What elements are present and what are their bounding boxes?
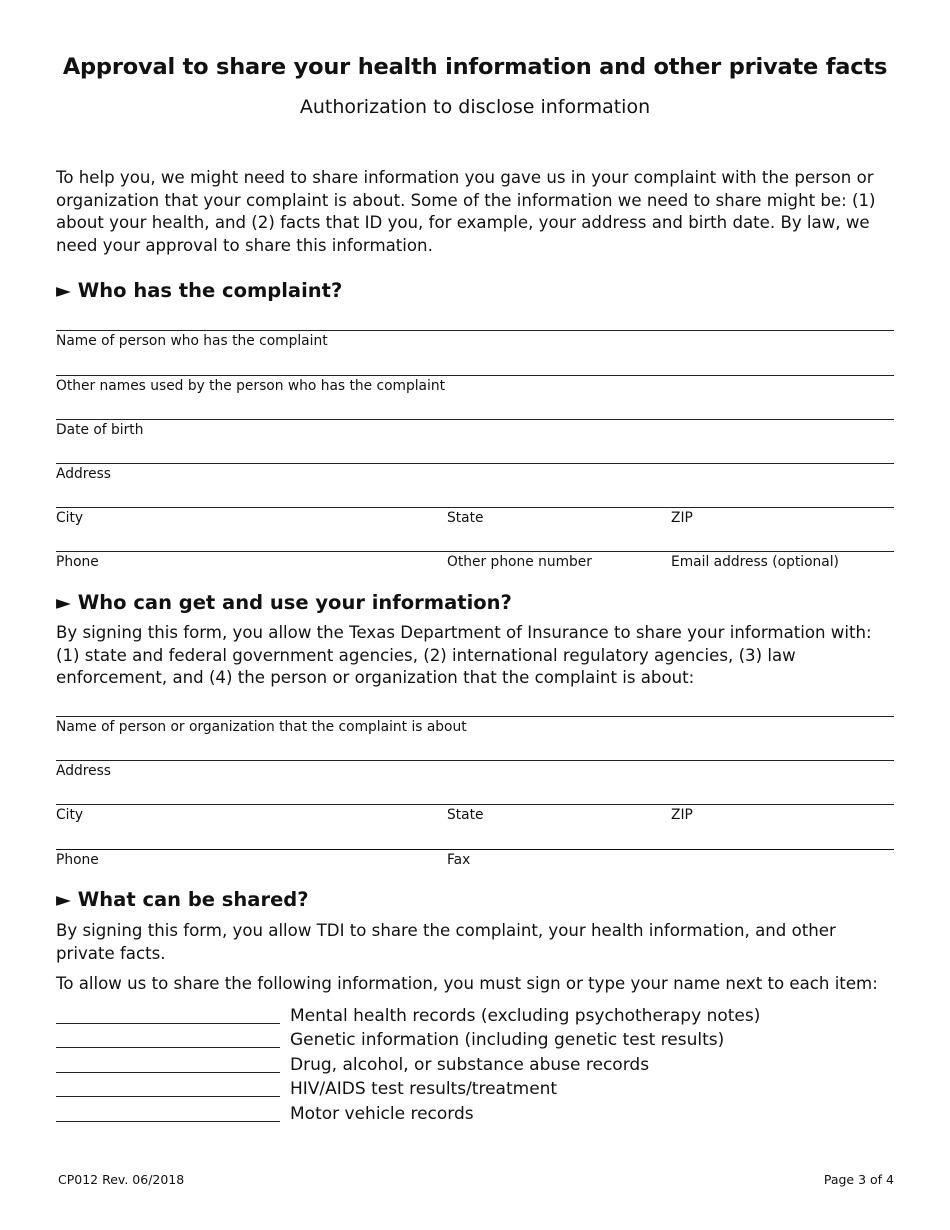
complainant-other-names-field[interactable] [56,375,894,400]
phone-label: Phone [56,554,99,570]
organization-name-field[interactable] [56,716,894,741]
consent-item-label: Drug, alcohol, or substance abuse records [290,1055,650,1075]
field-label: Name of person or organization that the complaint is about [56,719,467,735]
organization-city-state-zip-row[interactable] [56,804,894,829]
sign-instruction: To allow us to share the following information, you must sign or type your name next to each item: [56,974,878,993]
intro-paragraph: To help you, we might need to share information you gave us in your complaint with the person or organization that your complaint is about. Some of the information we need to share might be: (1) about your health, and (2) facts that ID you, for example, your address and birth date. By law, we need your approval to share this information. [56,168,876,255]
section-heading-recipients: ► Who can get and use your information? [56,591,512,614]
zip-label: ZIP [671,807,693,823]
organization-contact-row[interactable] [56,849,894,874]
section-heading-shared: ► What can be shared? [56,888,309,911]
complainant-address-field[interactable] [56,463,894,488]
consent-item[interactable] [56,1079,916,1103]
zip-label: ZIP [671,510,693,526]
city-label: City [56,510,84,526]
signature-line[interactable] [56,1096,280,1097]
email-label: Email address (optional) [671,554,839,570]
phone-label: Phone [56,852,99,868]
field-label: Address [56,466,111,482]
shared-paragraph: By signing this form, you allow TDI to share the complaint, your health information, and other private facts. [56,921,836,963]
consent-item-label: Genetic information (including genetic test results) [290,1030,725,1050]
consent-item-label: Motor vehicle records [290,1104,474,1124]
field-label: Date of birth [56,422,144,438]
field-label: Address [56,763,111,779]
consent-item[interactable] [56,1006,916,1030]
signature-line[interactable] [56,1047,280,1048]
city-label: City [56,807,84,823]
recipients-paragraph: By signing this form, you allow the Texas Department of Insurance to share your information with: (1) state and federal government agencies, (2) international regulatory agencies, (3) law enforcement, and (4) the person or organization that the complaint is about: [56,623,872,687]
page-title: Approval to share your health information and other private facts [62,54,888,80]
state-label: State [447,807,484,823]
signature-line[interactable] [56,1023,280,1024]
section-heading-complainant: ► Who has the complaint? [56,279,343,302]
consent-item[interactable] [56,1104,916,1128]
complainant-name-field[interactable] [56,330,894,355]
page-number: Page 3 of 4 [823,1172,894,1187]
consent-item-label: Mental health records (excluding psychotherapy notes) [290,1006,761,1026]
organization-address-field[interactable] [56,760,894,785]
complainant-contact-row[interactable] [56,551,894,576]
consent-item-label: HIV/AIDS test results/treatment [290,1079,558,1099]
form-id: CP012 Rev. 06/2018 [58,1172,185,1187]
consent-item[interactable] [56,1055,916,1079]
signature-line[interactable] [56,1072,280,1073]
page-subtitle: Authorization to disclose information [299,96,651,118]
signature-line[interactable] [56,1121,280,1122]
complainant-city-state-zip-row[interactable] [56,507,894,532]
fax-label: Fax [447,852,471,868]
field-label: Other names used by the person who has the complaint [56,378,445,394]
complainant-dob-field[interactable] [56,419,894,444]
consent-item[interactable] [56,1030,916,1054]
field-label: Name of person who has the complaint [56,333,328,349]
other-phone-label: Other phone number [447,554,592,570]
state-label: State [447,510,484,526]
